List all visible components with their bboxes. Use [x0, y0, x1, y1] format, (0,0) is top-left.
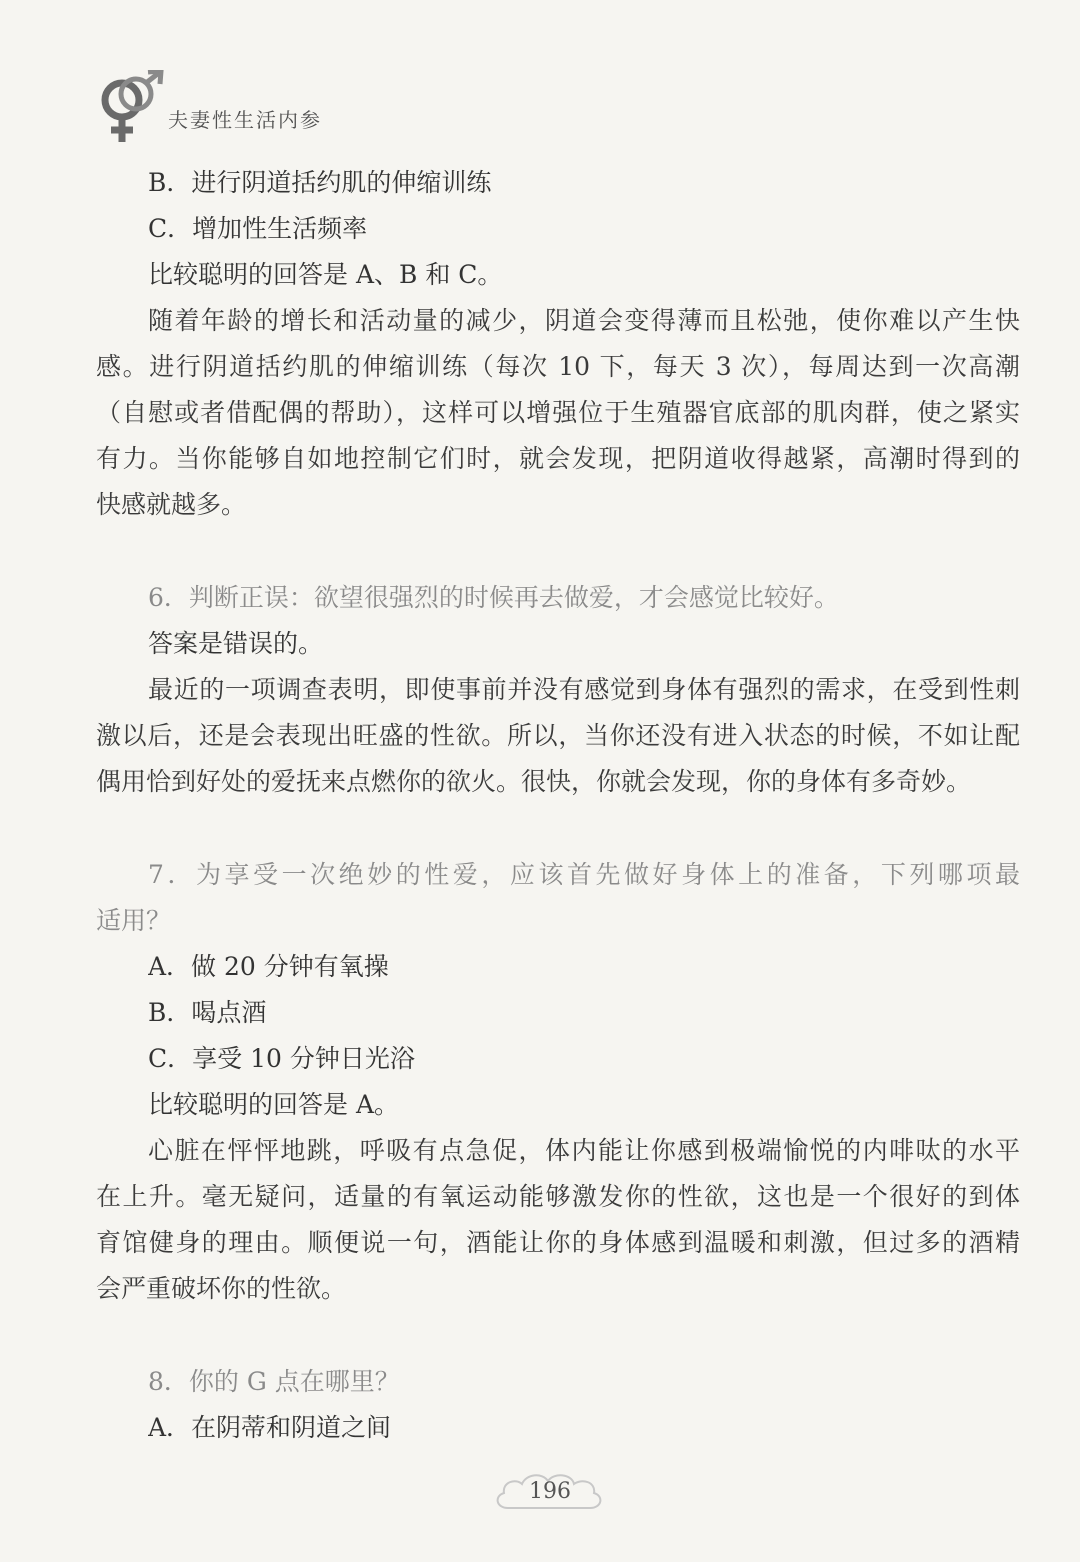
paragraph-line: 最近的一项调查表明，即使事前并没有感觉到身体有强烈的需求，在受到性刺 [148, 675, 1020, 704]
answer-line: 比较聪明的回答是 A。 [148, 1090, 400, 1119]
book-title: 夫妻性生活内参 [168, 108, 322, 132]
question-heading: 6．判断正误：欲望很强烈的时候再去做爱，才会感觉比较好。 [148, 583, 839, 612]
page-number: 196 [529, 1479, 571, 1504]
paragraph-line: 在上升。毫无疑问，适量的有氧运动能够激发你的性欲，这也是一个很好的到体 [96, 1182, 1020, 1211]
paragraph-line: 随着年龄的增长和活动量的减少，阴道会变得薄而且松弛，使你难以产生快 [148, 306, 1020, 335]
paragraph-line: （自慰或者借配偶的帮助），这样可以增强位于生殖器官底部的肌肉群，使之紧实 [96, 398, 1020, 427]
question-heading: 8．你的 G 点在哪里？ [148, 1367, 400, 1396]
option-line: B．喝点酒 [148, 998, 267, 1027]
page-footer [490, 1468, 610, 1516]
paragraph-line: 有力。当你能够自如地控制它们时，就会发现，把阴道收得越紧，高潮时得到的 [96, 444, 1020, 473]
option-line: C．增加性生活频率 [148, 214, 368, 243]
paragraph-line: 感。进行阴道括约肌的伸缩训练（每次 10 下，每天 3 次），每周达到一次高潮 [96, 352, 1020, 381]
paragraph-line: 心脏在怦怦地跳，呼吸有点急促，体内能让你感到极端愉悦的内啡呔的水平 [148, 1136, 1020, 1165]
question-heading: 适用？ [96, 906, 172, 935]
option-line: B．进行阴道括约肌的伸缩训练 [148, 168, 492, 197]
option-line: C．享受 10 分钟日光浴 [148, 1044, 415, 1073]
option-line: A．做 20 分钟有氧操 [148, 952, 389, 981]
option-line: A．在阴蒂和阴道之间 [148, 1413, 392, 1442]
page-header [98, 70, 498, 150]
gender-symbol-icon [98, 70, 168, 146]
paragraph-line: 育馆健身的理由。顺便说一句，酒能让你的身体感到温暖和刺激，但过多的酒精 [96, 1228, 1020, 1257]
paragraph-line: 快感就越多。 [96, 490, 247, 519]
paragraph-line: 偶用恰到好处的爱抚来点燃你的欲火。很快，你就会发现，你的身体有多奇妙。 [96, 767, 972, 796]
paragraph-line: 会严重破坏你的性欲。 [96, 1274, 347, 1303]
paragraph-line: 激以后，还是会表现出旺盛的性欲。所以，当你还没有进入状态的时候，不如让配 [96, 721, 1020, 750]
answer-line: 比较聪明的回答是 A、B 和 C。 [148, 260, 503, 289]
answer-line: 答案是错误的。 [148, 629, 324, 658]
question-heading: 7．为享受一次绝妙的性爱，应该首先做好身体上的准备，下列哪项最 [148, 860, 1020, 889]
